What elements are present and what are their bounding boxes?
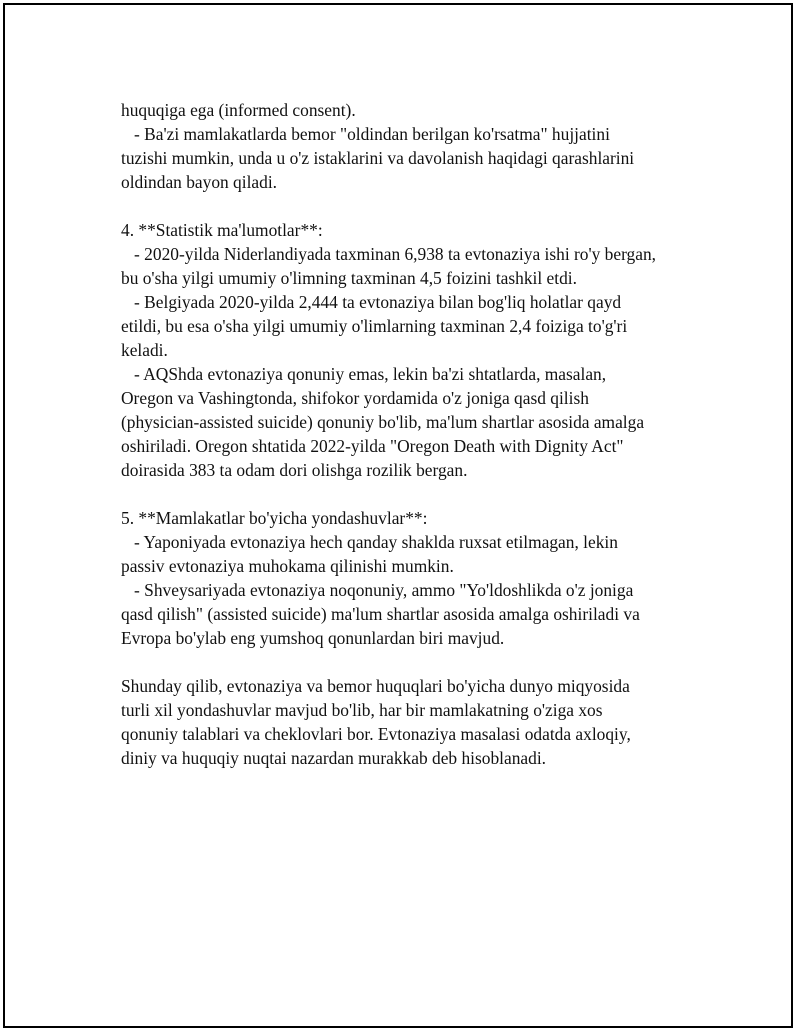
text-line: oshiriladi. Oregon shtatida 2022-yilda "Oregon Death with Dignity Act" [121,436,624,456]
text-line: Evropa bo'ylab eng yumshoq qonunlardan biri mavjud. [121,628,505,648]
text-line: qasd qilish" (assisted suicide) ma'lum shartlar asosida amalga oshiriladi va [121,604,640,624]
text-line: Shunday qilib, evtonaziya va bemor huquqlari bo'yicha dunyo miqyosida [121,676,630,696]
text-line: - Yaponiyada evtonaziya hech qanday shaklda ruxsat etilmagan, lekin [121,532,618,552]
text-line: - Belgiyada 2020-yilda 2,444 ta evtonaziya bilan bog'liq holatlar qayd [121,292,622,312]
paragraph-gap [121,650,701,674]
section-statistics [121,218,701,482]
text-line: etildi, bu esa o'sha yilgi umumiy o'limlarning taxminan 2,4 foiziga to'g'ri [121,316,628,336]
section-heading: 5. **Mamlakatlar bo'yicha yondashuvlar**: [121,508,428,528]
text-line: Oregon va Vashingtonda, shifokor yordamida o'z joniga qasd qilish [121,388,589,408]
text-line: huquqiga ega (informed consent). [121,100,356,120]
paragraph-gap [121,482,701,506]
document-page [3,3,793,1028]
section-heading: 4. **Statistik ma'lumotlar**: [121,220,323,240]
text-line: tuzishi mumkin, unda u o'z istaklarini va davolanish haqidagi qarashlarini [121,148,635,168]
text-line: diniy va huquqiy nuqtai nazardan murakkab deb hisoblanadi. [121,748,546,768]
text-line: (physician-assisted suicide) qonuniy bo'lib, ma'lum shartlar asosida amalga [121,412,645,432]
text-line: - Shveysariyada evtonaziya noqonuniy, ammo "Yo'ldoshlikda o'z joniga [121,580,634,600]
conclusion-paragraph [121,674,701,770]
section-country-approaches [121,506,701,650]
text-line: bu o'sha yilgi umumiy o'limning taxminan 4,5 foizini tashkil etdi. [121,268,577,288]
document-body [121,98,701,770]
text-line: - AQShda evtonaziya qonuniy emas, lekin ba'zi shtatlarda, masalan, [121,364,607,384]
text-line: turli xil yondashuvlar mavjud bo'lib, har bir mamlakatning o'ziga xos [121,700,603,720]
text-line: - Ba'zi mamlakatlarda bemor "oldindan berilgan ko'rsatma" hujjatini [121,124,610,144]
text-line: qonuniy talablari va cheklovlari bor. Evtonaziya masalasi odatda axloqiy, [121,724,631,744]
text-line: oldindan bayon qiladi. [121,172,278,192]
text-line: passiv evtonaziya muhokama qilinishi mumkin. [121,556,454,576]
text-line: keladi. [121,340,168,360]
intro-paragraph [121,98,701,194]
text-line: doirasida 383 ta odam dori olishga rozilik bergan. [121,460,468,480]
paragraph-gap [121,194,701,218]
text-line: - 2020-yilda Niderlandiyada taxminan 6,938 ta evtonaziya ishi ro'y bergan, [121,244,657,264]
